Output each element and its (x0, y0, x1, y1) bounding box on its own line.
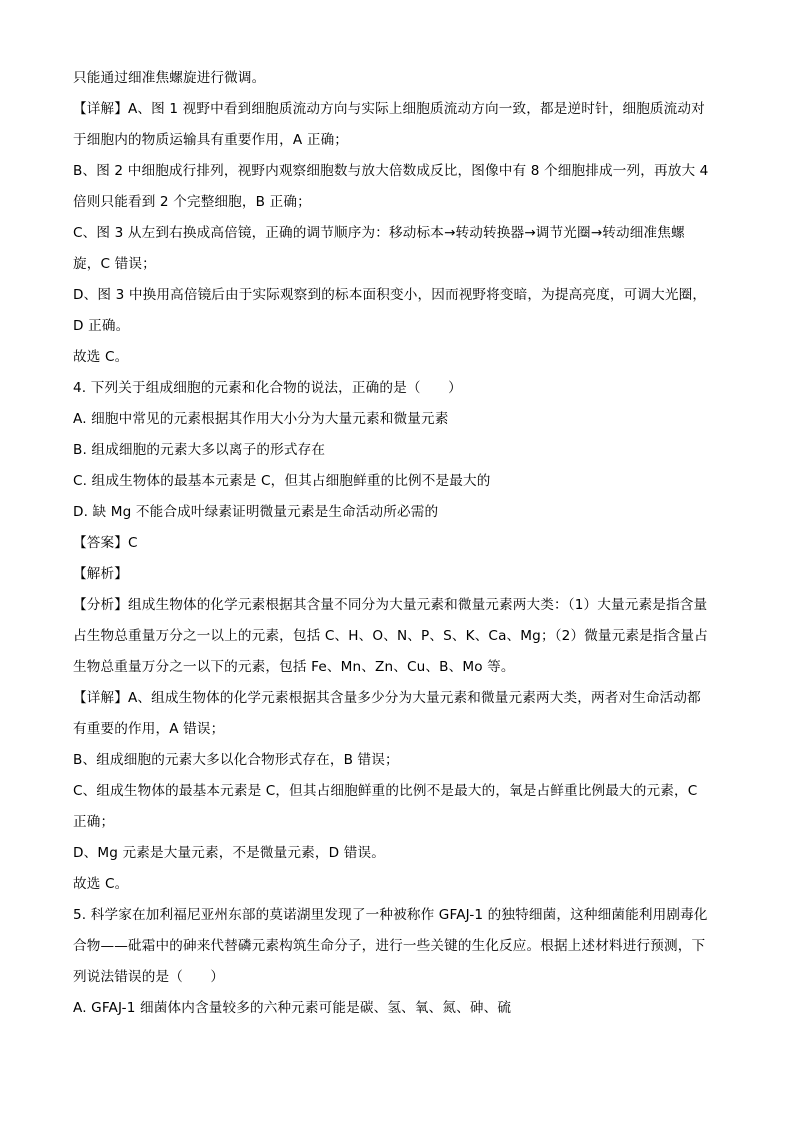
text-line: 于细胞内的物质运输具有重要作用，A 正确； (73, 132, 349, 148)
question-4-option-a: A. 细胞中常见的元素根据其作用大小分为大量元素和微量元素 (73, 411, 449, 427)
text-line: 【详解】A、图 1 视野中看到细胞质流动方向与实际上细胞质流动方向一致，都是逆时针，细胞质流动对 (73, 101, 705, 117)
text-line: 倍则只能看到 2 个完整细胞，B 正确； (73, 194, 311, 210)
question-4-option-b: B. 组成细胞的元素大多以离子的形式存在 (73, 442, 326, 458)
question-5-option-a: A. GFAJ-1 细菌体内含量较多的六种元素可能是碳、氢、氧、氮、砷、硫 (73, 1000, 512, 1016)
text-line: 只能通过细准焦螺旋进行微调。 (73, 70, 266, 86)
text-line: 生物总重量万分之一以下的元素，包括 Fe、Mn、Zn、Cu、B、Mo 等。 (73, 659, 515, 675)
question-5-stem: 合物——砒霜中的砷来代替磷元素构筑生命分子，进行一些关键的生化反应。根据上述材料进行预测，下 (73, 938, 706, 954)
text-line: D 正确。 (73, 318, 130, 334)
document-page (73, 63, 721, 1024)
text-line: D、Mg 元素是大量元素，不是微量元素，D 错误。 (73, 845, 385, 861)
text-line: 故选 C。 (73, 349, 129, 365)
question-4-stem: 4. 下列关于组成细胞的元素和化合物的说法，正确的是（ ） (73, 380, 462, 396)
text-line: C、图 3 从左到右换成高倍镜，正确的调节顺序为：移动标本→转动转换器→调节光圈→转动细准焦螺 (73, 225, 685, 241)
question-5-stem: 列说法错误的是（ ） (73, 969, 225, 985)
answer-label: 【答案】C (73, 535, 138, 551)
text-line: 旋，C 错误； (73, 256, 156, 272)
question-4-option-d: D. 缺 Mg 不能合成叶绿素证明微量元素是生命活动所必需的 (73, 504, 439, 520)
text-line: D、图 3 中换用高倍镜后由于实际观察到的标本面积变小，因而视野将变暗，为提高亮度，可调大光圈， (73, 287, 707, 303)
text-line: C、组成生物体的最基本元素是 C，但其占细胞鲜重的比例不是最大的，氧是占鲜重比例最大的元素，C (73, 783, 698, 799)
text-line: B、组成细胞的元素大多以化合物形式存在，B 错误； (73, 752, 399, 768)
analysis-label: 【解析】 (73, 566, 128, 582)
text-line: 故选 C。 (73, 876, 129, 892)
text-line: 【分析】组成生物体的化学元素根据其含量不同分为大量元素和微量元素两大类：（1）大量元素是指含量 (73, 597, 708, 613)
text-line: B、图 2 中细胞成行排列，视野内观察细胞数与放大倍数成反比，图像中有 8 个细胞排成一列，再放大 4 (73, 163, 709, 179)
text-line: 【详解】A、组成生物体的化学元素根据其含量多少分为大量元素和微量元素两大类，两者对生命活动都 (73, 690, 701, 706)
text-line: 占生物总重量万分之一以上的元素，包括 C、H、O、N、P、S、K、Ca、Mg；（2）微量元素是指含量占 (73, 628, 708, 644)
text-line: 有重要的作用，A 错误； (73, 721, 225, 737)
question-5-stem: 5. 科学家在加利福尼亚州东部的莫诺湖里发现了一种被称作 GFAJ-1 的独特细菌，这种细菌能利用剧毒化 (73, 907, 708, 923)
text-line: 正确； (73, 814, 115, 830)
question-4-option-c: C. 组成生物体的最基本元素是 C，但其占细胞鲜重的比例不是最大的 (73, 473, 491, 489)
